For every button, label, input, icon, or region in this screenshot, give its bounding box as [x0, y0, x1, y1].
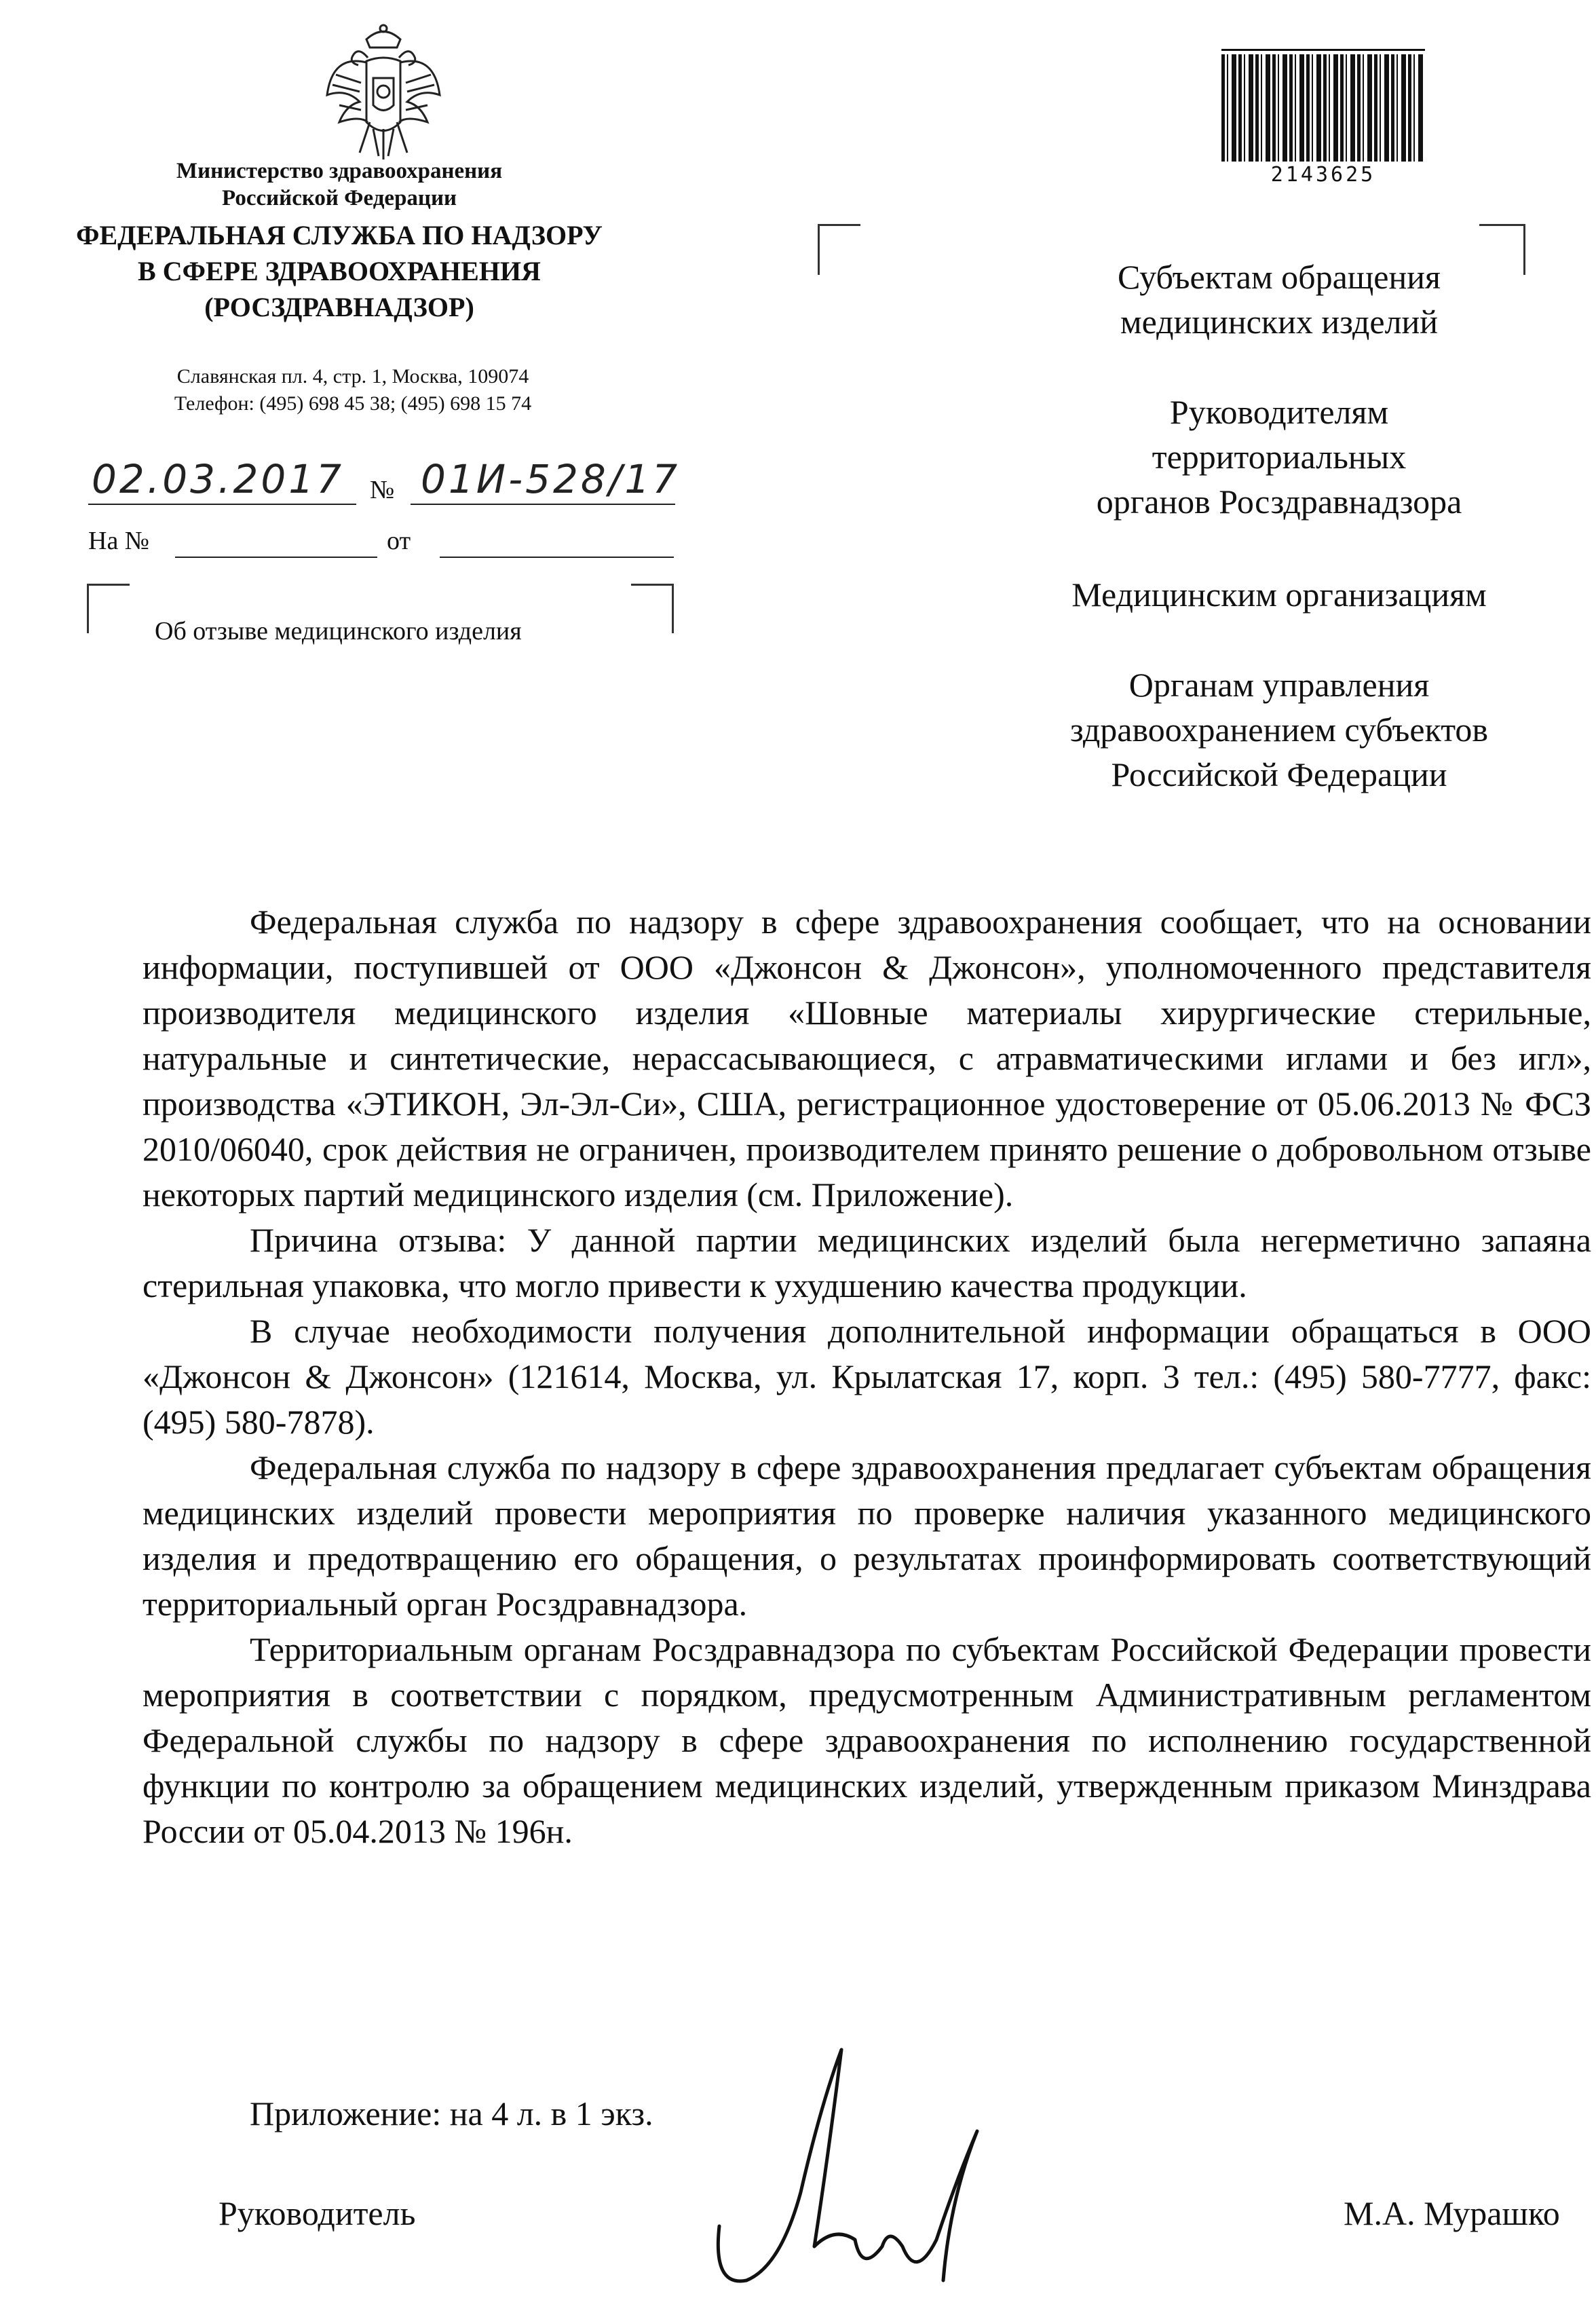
addressee-line: Органам управления — [1128, 666, 1430, 704]
subject-bracket-left — [87, 584, 130, 633]
service-phones: Телефон: (495) 698 45 38; (495) 698 15 74 — [174, 392, 532, 415]
addressee-line: Руководителям — [1169, 393, 1389, 431]
ministry-line2: Российской Федерации — [222, 186, 457, 210]
addressee-line: Российской Федерации — [1111, 755, 1447, 793]
barcode-icon — [1221, 54, 1425, 162]
letter-subject: Об отзыве медицинского изделия — [155, 617, 522, 645]
body-paragraph: Территориальным органам Росздравнадзора по субъектам Российской Федерации провести мероприятия в соответствии с порядком, предусмотренным Административным регламентом Федеральной службы по надзору в сфере здравоохранения по исполнению государственной функции по контролю за обращением медицинских изделий, утвержденным приказом Минздрава России от 05.04.2013 № 196н. — [142, 1630, 1591, 1850]
body-paragraph: Федеральная служба по надзору в сфере здравоохранения предлагает субъектам обращения медицинских изделий провести мероприятия по проверке наличия указанного медицинского изделия и предотвращению его обращения, о результатах проинформировать соответствующий территориальный орган Росздравнадзора. — [142, 1448, 1591, 1623]
registration-date: 02.03.2017 — [92, 456, 345, 502]
ref-number-label: На № — [88, 527, 150, 555]
addressee-bracket-left — [818, 224, 860, 275]
addressee-line: Медицинским организациям — [1071, 576, 1487, 614]
ref-from-label: от — [387, 527, 411, 555]
addressee-line: здравоохранением субъектов — [1069, 711, 1489, 749]
service-line2: В СФЕРЕ ЗДРАВООХРАНЕНИЯ — [138, 256, 541, 286]
service-line1: ФЕДЕРАЛЬНАЯ СЛУЖБА ПО НАДЗОРУ — [76, 220, 603, 250]
addressee-group-4 — [936, 662, 1596, 797]
barcode-number: 2143625 — [1270, 163, 1376, 187]
registration-number: 01И-528/17 — [421, 456, 681, 502]
addressee-line: территориальных — [1152, 438, 1407, 476]
addressee-line: Субъектам обращения — [1118, 258, 1441, 296]
state-emblem-icon — [319, 20, 448, 163]
addressee-group-3 — [936, 572, 1596, 617]
appendix-note: Приложение: на 4 л. в 1 экз. — [250, 2094, 653, 2132]
barcode-top-rule — [1221, 49, 1425, 51]
subject-bracket-right — [631, 584, 674, 633]
number-sign: № — [370, 476, 395, 504]
addressee-group-2 — [936, 390, 1596, 524]
handwritten-signature — [706, 2023, 991, 2308]
ref-number-line — [175, 557, 377, 558]
signatory-role: Руководитель — [218, 2194, 416, 2232]
number-underline — [411, 504, 675, 505]
ref-from-line — [440, 557, 674, 558]
letter-body — [142, 899, 1591, 1854]
service-address: Славянская пл. 4, стр. 1, Москва, 109074 — [176, 365, 529, 388]
addressee-line: органов Росздравнадзора — [1096, 483, 1462, 521]
body-paragraph: В случае необходимости получения дополнительной информации обращаться в ООО «Джонсон & Джонсон» (121614, Москва, ул. Крылатская 17, корп. 3 тел.: (495) 580-7777, факс: (495) 580-7878). — [142, 1312, 1591, 1441]
date-underline — [88, 504, 356, 505]
body-paragraph: Причина отзыва: У данной партии медицинских изделий была негерметично запаяна стерильная упаковка, что могло привести к ухудшению качества продукции. — [142, 1221, 1591, 1304]
service-line3: (РОСЗДРАВНАДЗОР) — [204, 292, 474, 322]
body-paragraph: Федеральная служба по надзору в сфере здравоохранения сообщает, что на основании информации, поступившей от ООО «Джонсон & Джонсон», уполномоченного представителя производителя медицинского изделия «Шовные материалы хирургические стерильные, натуральные и синтетические, нерассасывающиеся, с атравматическими иглами и без игл», производства «ЭТИКОН, Эл-Эл-Си», США, регистрационное удостоверение от 05.06.2013 № ФСЗ 2010/06040, срок действия не ограничен, производителем принято решение о добровольном отзыве некоторых партий медицинского изделия (см. Приложение). — [142, 903, 1591, 1214]
addressee-group-1 — [936, 255, 1596, 344]
addressee-line: медицинских изделий — [1120, 303, 1439, 341]
signatory-name: М.А. Мурашко — [1344, 2194, 1560, 2232]
ministry-line1: Министерство здравоохранения — [176, 159, 503, 183]
